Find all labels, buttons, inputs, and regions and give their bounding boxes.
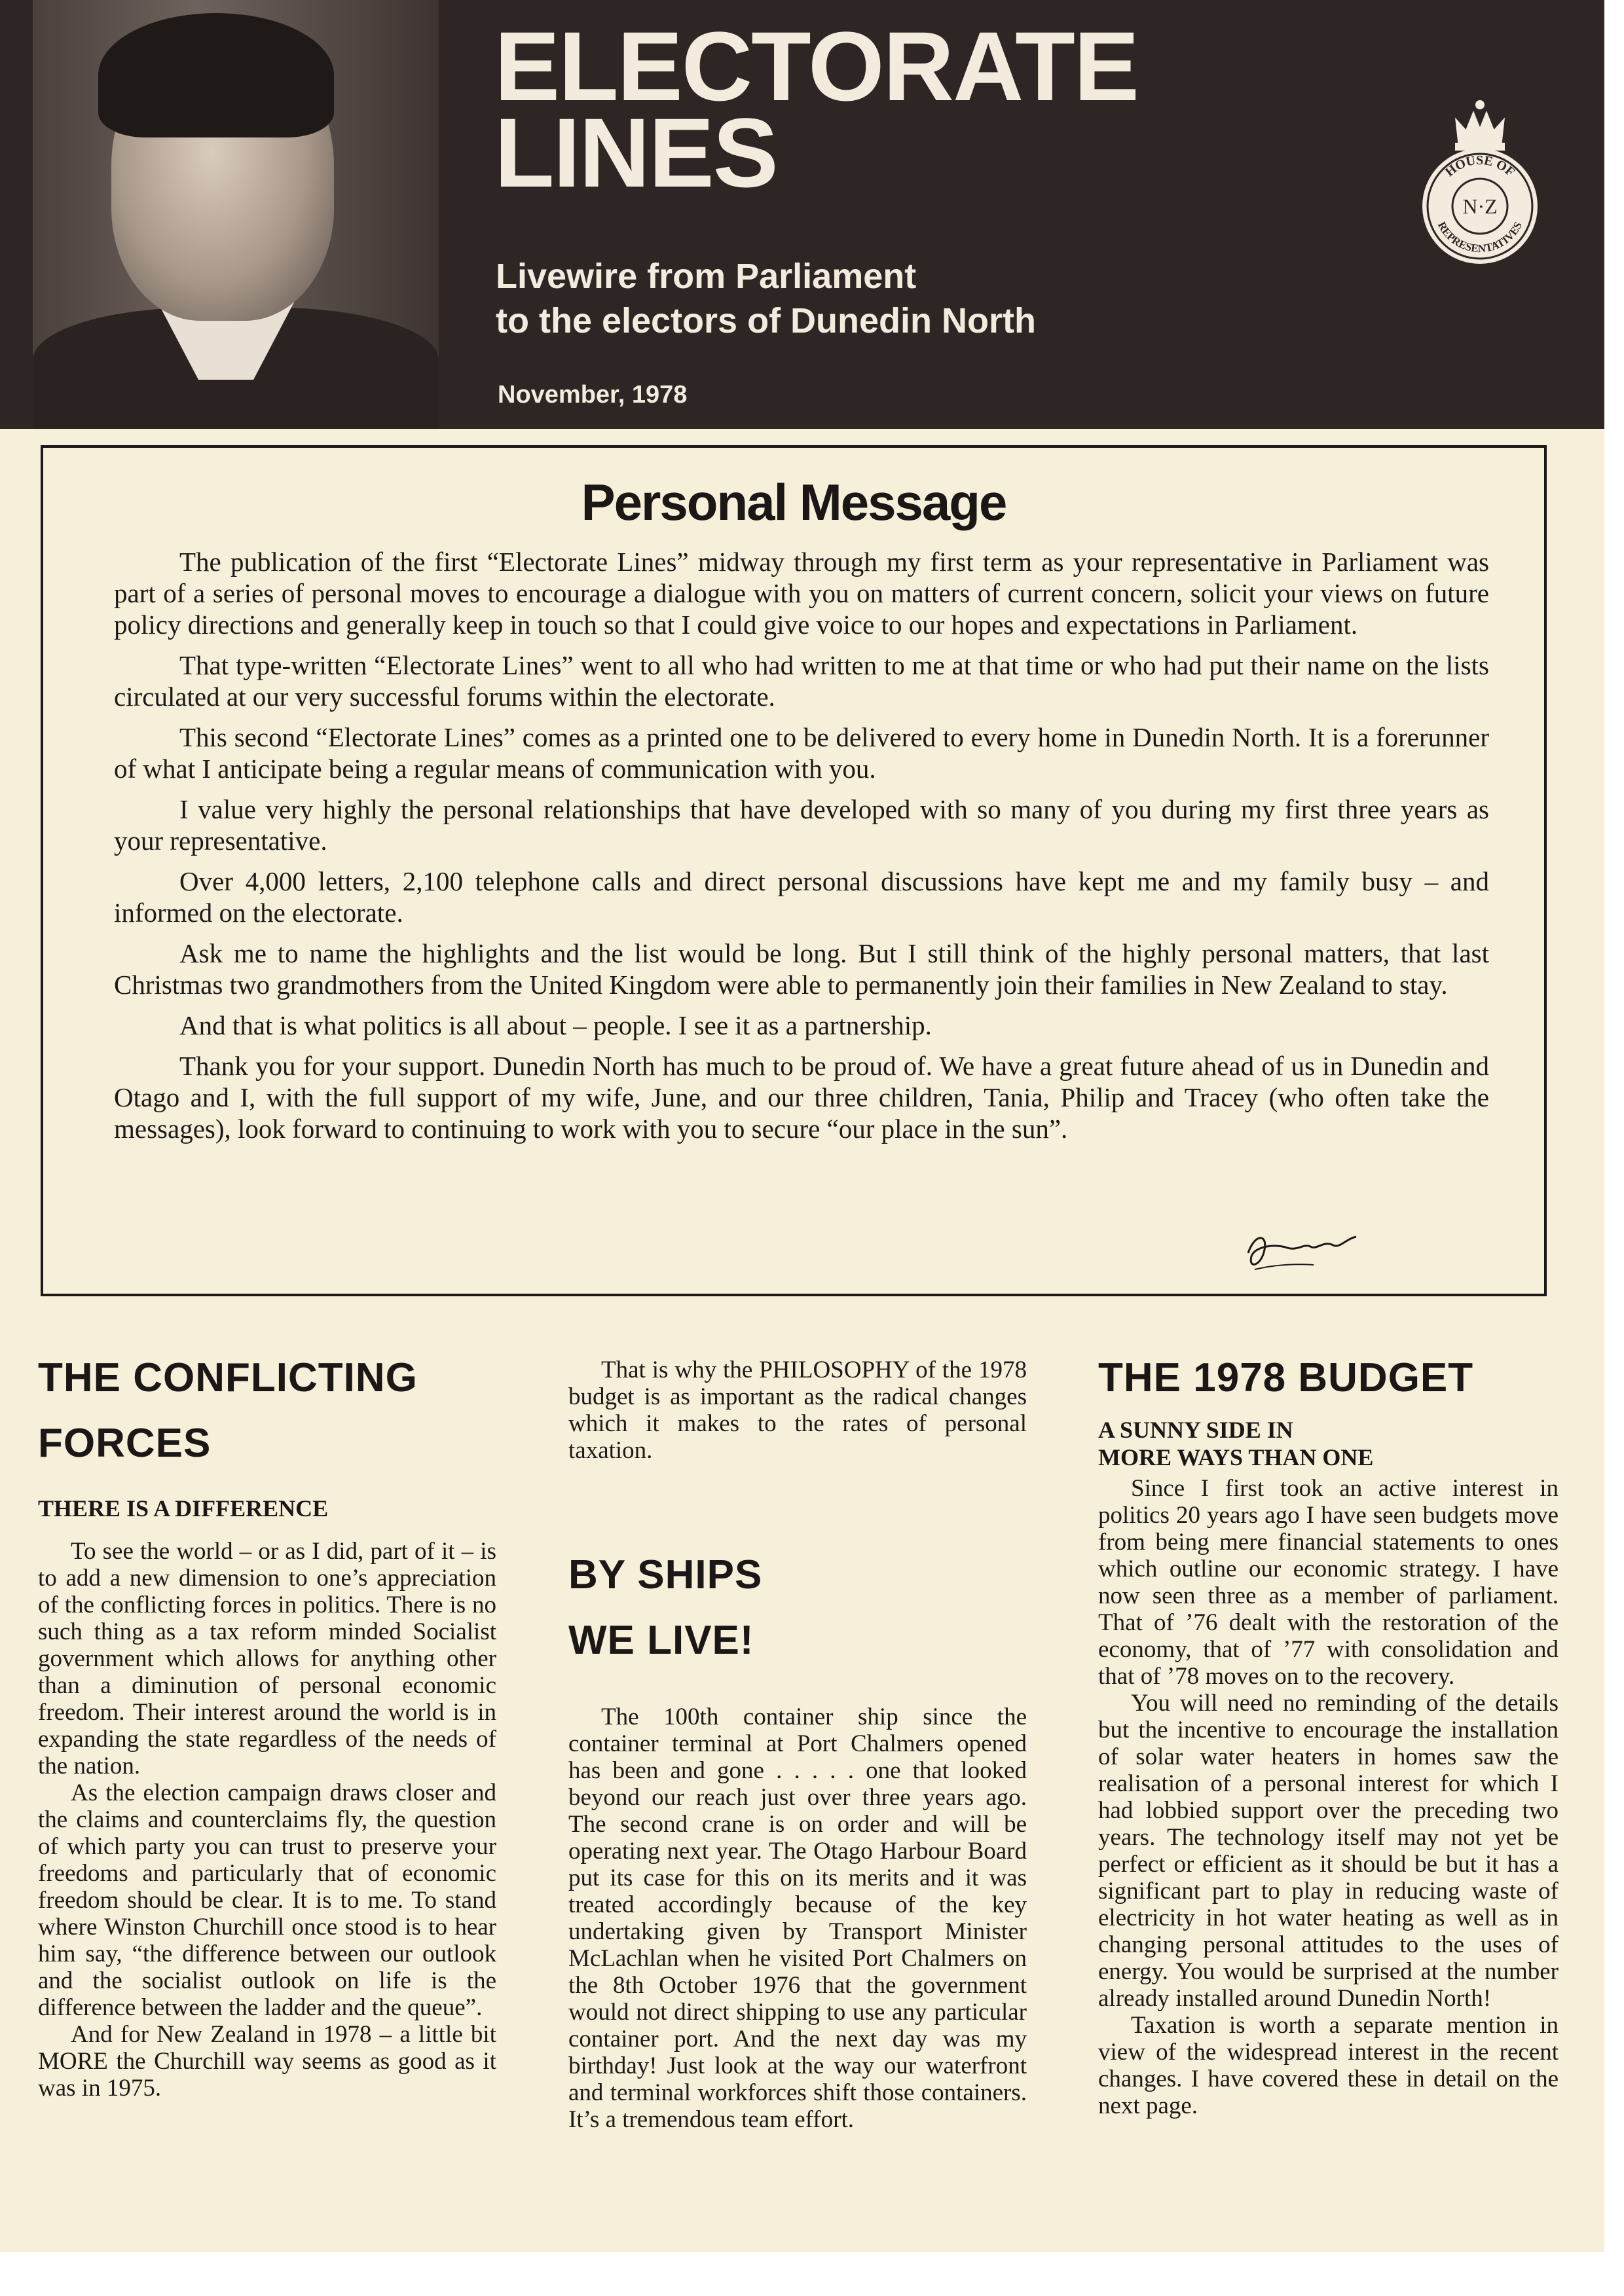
personal-message-box (41, 445, 1547, 1296)
subtitle-line-1: Livewire from Parliament (496, 257, 917, 296)
philosophy-paragraph: That is why the PHILOSOPHY of the 1978 budget is as important as the radical changes which it makes to the rates of personal taxation. (568, 1357, 1027, 1464)
budget-paragraph: Since I first took an active interest in politics 20 years ago I have seen budgets move from being mere financial statements to ones which outline our economic strategy. I have now seen three as a member of parliament. That of ’76 dealt with the restoration of the economy, that of ’77 with consolidation and that of ’78 moves on to the recovery. (1098, 1475, 1559, 1690)
newsletter-subtitle (496, 254, 1036, 343)
crest-center-text: N·Z (1462, 194, 1498, 218)
conflicting-forces-article (38, 1345, 496, 2102)
crown-icon (1454, 100, 1506, 151)
budget-paragraph: You will need no reminding of the details but the incentive to encourage the installation of solar water heaters in homes saw the realisation of a personal interest for which I had lobbied support over the preceding two years. The technology itself may not yet be perfect or efficient as it should be but it has a significant part to play in reducing waste of electricity in hot water heating as well as in changing personal attitudes to the uses of energy. You would be surprised at the number already installed around Dunedin North! (1098, 1690, 1559, 2012)
budget-subheading-line-1: A SUNNY SIDE IN (1098, 1417, 1293, 1443)
crest-top-text: HOUSE OF (1442, 153, 1518, 180)
title-line-1: ELECTORATE (494, 11, 1138, 121)
middle-column (568, 1357, 1027, 2133)
message-body (114, 546, 1489, 1154)
message-paragraph: Thank you for your support. Dunedin North has much to be proud of. We have a great future ahead of us in Dunedin and Otago and I, with the full support of my wife, June, and our three children, Tania, Philip and Tracey (who often take the messages), look forward to continuing to work with you to secure “our place in the sun”. (114, 1051, 1489, 1144)
ships-paragraph: The 100th container ship since the container terminal at Port Chalmers opened has been and gone . . . . . one that looked beyond our reach just over three years ago. The second crane is on order and will be operating next year. The Otago Harbour Board put its case for this on its merits and it was treated accordingly because of the key undertaking given by Transport Minister McLachlan when he visited Port Chalmers on the 8th October 1976 that the government would not direct shipping to use any particular container port. And the next day was my birthday! Just look at the way our waterfront and terminal workforces shift those containers. It’s a tremendous team effort. (568, 1704, 1027, 2133)
title-line-2: LINES (494, 98, 777, 208)
message-paragraph: Over 4,000 letters, 2,100 telephone calls and direct personal discussions have kept me and my family busy – and informed on the electorate. (114, 866, 1489, 928)
article-paragraph: And for New Zealand in 1978 – a little bit MORE the Churchill way seems as good as it was in 1975. (38, 2021, 496, 2102)
crest-bottom-text: REPRESENTATIVES (1435, 219, 1525, 255)
article-subheading: THERE IS A DIFFERENCE (38, 1495, 329, 1522)
message-paragraph: That type-written “Electorate Lines” went to all who had written to me at that time or who had put their name on the lists circulated at our very successful forums within the electorate. (114, 650, 1489, 712)
budget-paragraph: Taxation is worth a separate mention in view of the widespread interest in the recent changes. I have covered these in detail on the next page. (1098, 2012, 1559, 2119)
article-paragraph: As the election campaign draws closer and the claims and counterclaims fly, the question of which party you can trust to preserve your freedoms and particularly that of economic freedom should be clear. It is to me. To stand where Winston Churchill once stood is to hear him say, “the difference between our outlook and the socialist outlook on life is the difference between the ladder and the queue”. (38, 1779, 496, 2021)
message-paragraph: The publication of the first “Electorate Lines” midway through my first term as your representative in Parliament was part of a series of personal moves to encourage a dialogue with you on matters of current concern, solicit your views on future policy directions and generally keep in touch so that I could give voice to our hopes and expectations in Parliament. (114, 547, 1489, 640)
message-title: Personal Message (581, 473, 1006, 531)
article-heading-line-1: THE CONFLICTING (38, 1355, 418, 1400)
ships-heading-line-2: WE LIVE! (568, 1618, 754, 1663)
article-paragraph: To see the world – or as I did, part of it – is to add a new dimension to one’s appreciation of the conflicting forces in politics. There is no such thing as a tax reform minded Socialist government which allows for anything other than a diminution of personal economic freedom. Their interest around the world is in expanding the state regardless of the needs of the nation. (38, 1538, 496, 1779)
parliament-crest-icon (1414, 92, 1545, 268)
message-paragraph: I value very highly the personal relationships that have developed with so many of you during my first three years as your representative. (114, 794, 1489, 856)
subtitle-line-2: to the electors of Dunedin North (496, 301, 1037, 340)
message-paragraph: This second “Electorate Lines” comes as a printed one to be delivered to every home in Dunedin North. It is a forerunner of what I anticipate being a regular means of communication with you. (114, 722, 1489, 784)
ships-heading-line-1: BY SHIPS (568, 1552, 763, 1597)
portrait-photo (33, 0, 439, 429)
newsletter-title (494, 11, 1138, 208)
issue-date: November, 1978 (498, 381, 688, 409)
message-paragraph: Ask me to name the highlights and the list would be long. But I still think of the highly personal matters, that last Christmas two grandmothers from the United Kingdom were able to permanently join their families in New Zealand to stay. (114, 938, 1489, 1000)
article-heading-line-2: FORCES (38, 1421, 212, 1466)
budget-subheading-line-2: MORE WAYS THAN ONE (1098, 1444, 1374, 1470)
budget-article (1098, 1345, 1559, 2119)
message-paragraph: And that is what politics is all about – people. I see it as a partnership. (179, 1010, 932, 1040)
handwritten-signature (1235, 1207, 1366, 1279)
masthead (0, 0, 1604, 429)
budget-heading: THE 1978 BUDGET (1098, 1355, 1474, 1400)
